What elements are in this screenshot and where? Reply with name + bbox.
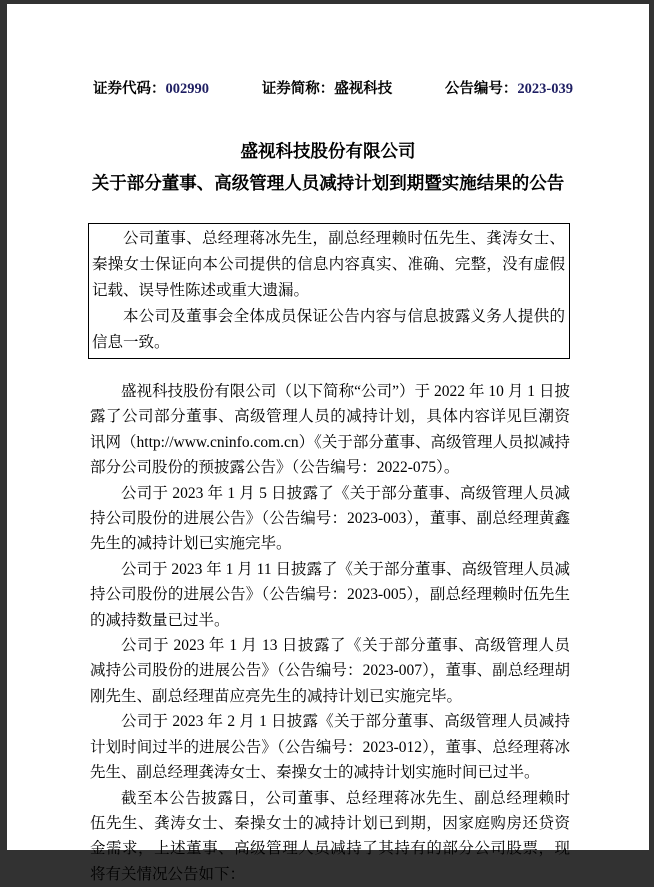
body-paragraph: 截至本公告披露日，公司董事、总经理蒋冰先生、副总经理赖时伍先生、龚涛女士、秦操女士的减持计划已到期，因家庭购房还贷资金需求，上述董事、高级管理人员减持了其持有的部分公司股票，现将有关情况公告如下： [90,786,570,887]
announcement-number-value: 2023-039 [517,81,573,97]
declaration-paragraph: 公司董事、总经理蒋冰先生，副总经理赖时伍先生、龚涛女士、秦操女士保证向本公司提供的信息内容真实、准确、完整，没有虚假记载、误导性陈述或重大遗漏。 [92,226,565,304]
securities-code-value: 002990 [166,81,210,97]
body-paragraph: 公司于 2023 年 2 月 1 日披露《关于部分董事、高级管理人员减持计划时间过半的进展公告》（公告编号：2023-012），董事、总经理蒋冰先生、副总经理龚涛女士、秦操女士的减持计划实施时间已过半。 [90,709,570,785]
company-title: 盛视科技股份有限公司 [7,140,649,162]
document-body [90,379,570,887]
body-paragraph: 公司于 2023 年 1 月 5 日披露了《关于部分董事、高级管理人员减持公司股份的进展公告》（公告编号：2023-003），董事、副总经理黄鑫先生的减持计划已实施完毕。 [90,481,570,557]
securities-code-label: 证券代码： [93,81,166,97]
announcement-subtitle: 关于部分董事、高级管理人员减持计划到期暨实施结果的公告 [7,172,649,194]
body-paragraph: 盛视科技股份有限公司（以下简称“公司”）于 2022 年 10 月 1 日披露了公司部分董事、高级管理人员的减持计划，具体内容详见巨潮资讯网（http://www.cninfo.com.cn）《关于部分董事、高级管理人员拟减持部分公司股份的预披露公告》（公告编号：2022-075）。 [90,379,570,481]
declaration-box [88,223,570,359]
securities-code [93,79,209,99]
securities-name-label: 证券简称： [262,81,335,97]
document-page [7,4,649,850]
announcement-number-label: 公告编号： [445,81,518,97]
securities-header-row [93,79,573,99]
securities-name [262,79,393,99]
securities-name-value: 盛视科技 [334,81,392,97]
body-paragraph: 公司于 2023 年 1 月 13 日披露了《关于部分董事、高级管理人员减持公司股份的进展公告》（公告编号：2023-007），董事、副总经理胡刚先生、副总经理苗应亮先生的减持计划已实施完毕。 [90,633,570,709]
declaration-paragraph: 本公司及董事会全体成员保证公告内容与信息披露义务人提供的信息一致。 [92,304,565,356]
announcement-number [445,79,573,99]
body-paragraph: 公司于 2023 年 1 月 11 日披露了《关于部分董事、高级管理人员减持公司股份的进展公告》（公告编号：2023-005），副总经理赖时伍先生的减持数量已过半。 [90,557,570,633]
